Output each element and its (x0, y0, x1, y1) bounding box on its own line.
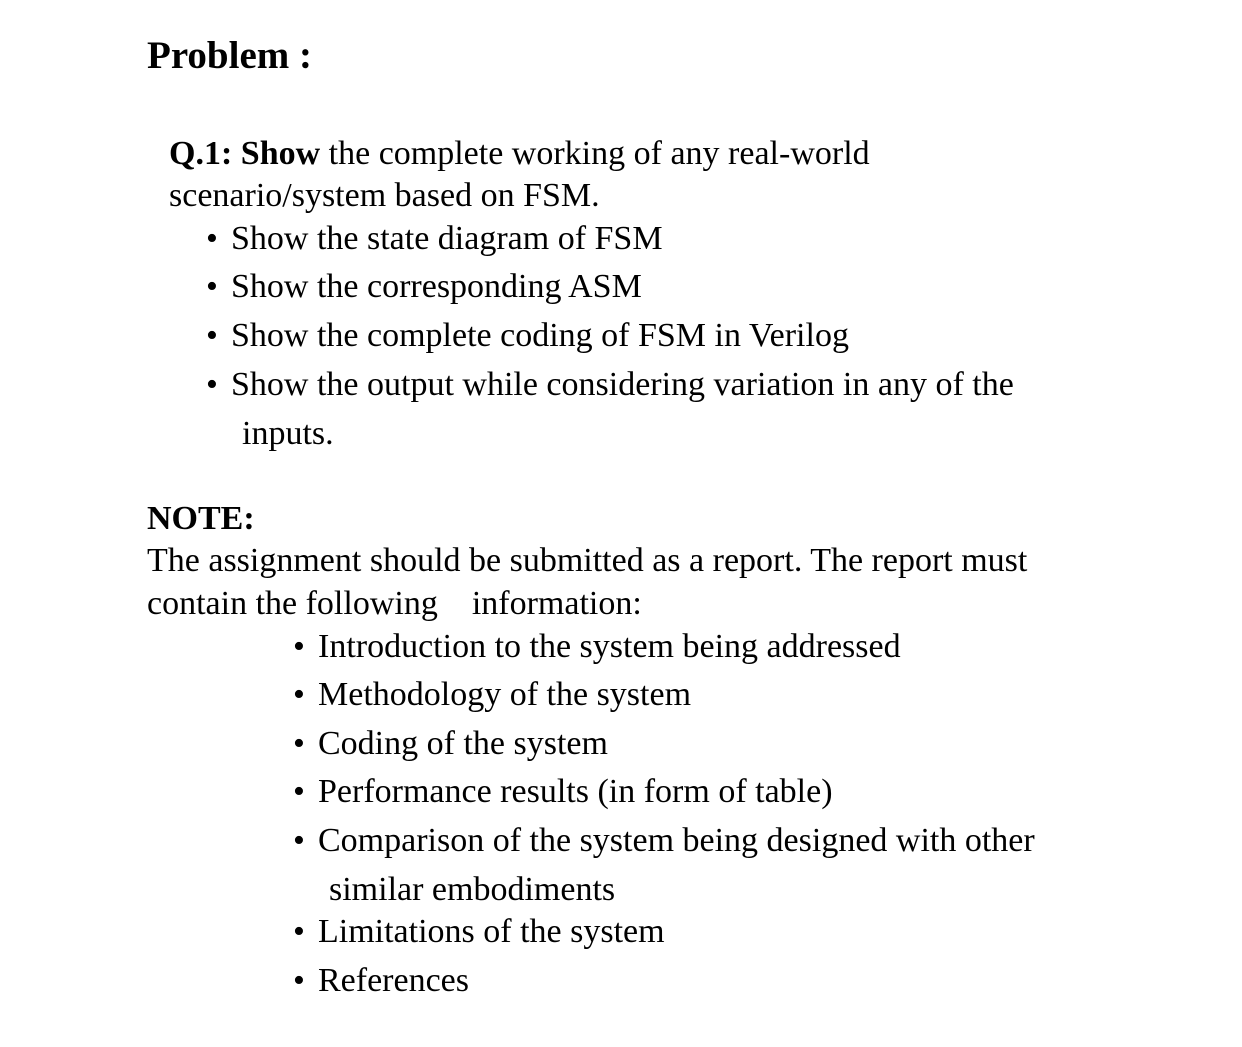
bullet-icon: • (293, 628, 305, 665)
bullet-icon: • (293, 913, 305, 950)
question-bullet-text: Show the corresponding ASM (231, 268, 642, 305)
bullet-icon: • (293, 725, 305, 762)
note-bullet (293, 678, 691, 712)
note-bullet (293, 915, 665, 949)
question-bullet (206, 270, 642, 304)
note-bullet-text: Performance results (in form of table) (318, 773, 833, 810)
question-label: Q.1: (169, 135, 233, 172)
note-bullet (293, 964, 469, 998)
bullet-icon: • (206, 220, 218, 257)
question-bullet-text: Show the output while considering variation in any of the (231, 366, 1014, 403)
bullet-icon: • (293, 822, 305, 859)
question-bullet-continuation: inputs. (242, 415, 334, 452)
bullet-icon: • (293, 962, 305, 999)
question-bullet-text: Show the state diagram of FSM (231, 220, 663, 257)
note-bullet-text: Introduction to the system being addressed (318, 628, 901, 665)
question-bullet (206, 222, 663, 256)
bullet-icon: • (206, 317, 218, 354)
bullet-icon: • (206, 366, 218, 403)
question-bullet (206, 319, 849, 353)
note-bullet-text: Limitations of the system (318, 913, 665, 950)
note-bullet (293, 630, 901, 664)
bullet-icon: • (206, 268, 218, 305)
note-bullet-text: Comparison of the system being designed with other (318, 822, 1035, 859)
note-line-2 (147, 587, 642, 621)
note-bullet-text: Methodology of the system (318, 676, 692, 713)
question-line-2: scenario/system based on FSM. (169, 177, 600, 214)
question-bullet (206, 368, 1014, 402)
note-heading: NOTE: (147, 500, 255, 537)
note-bullet-continuation: similar embodiments (329, 871, 616, 908)
question-line1-rest: the complete working of any real-world (320, 135, 870, 172)
question-bullet-text: Show the complete coding of FSM in Verilog (231, 317, 849, 354)
note-line-1: The assignment should be submitted as a report. The report must (147, 542, 1028, 579)
bullet-icon: • (293, 773, 305, 810)
note-bullet-text: References (318, 962, 470, 999)
note-bullet (293, 727, 608, 761)
question-verb: Show (240, 135, 321, 172)
question-line-1 (169, 137, 870, 171)
page-title: Problem : (147, 34, 312, 77)
note-bullet (293, 775, 833, 809)
note-bullet (293, 824, 1035, 858)
note-line-2-text: contain the following information: (147, 585, 642, 622)
note-bullet-text: Coding of the system (318, 725, 608, 762)
bullet-icon: • (293, 676, 305, 713)
